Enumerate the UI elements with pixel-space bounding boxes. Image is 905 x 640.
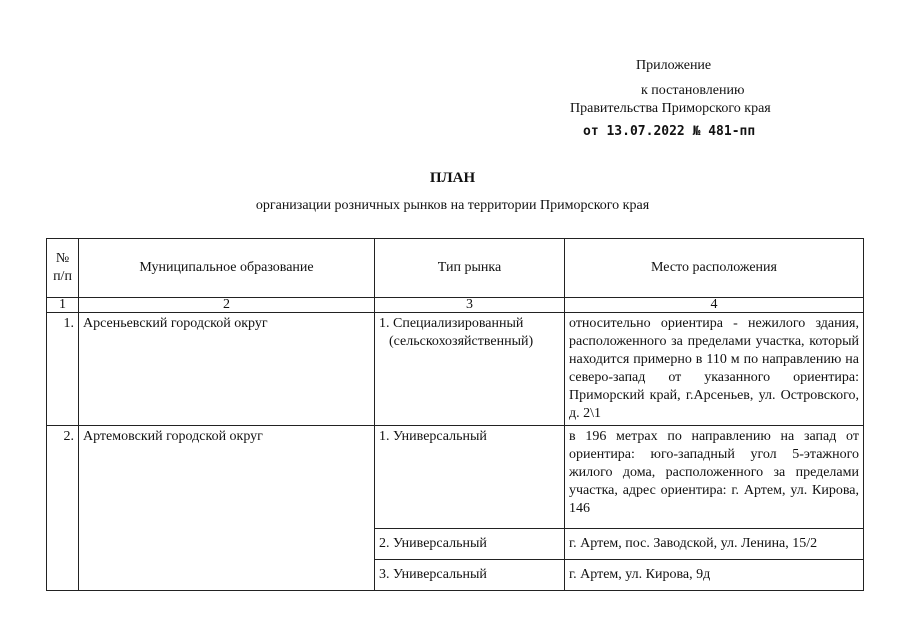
resolution-label: к постановлению <box>641 83 745 98</box>
market-type-subtype: (сельскохозяйственный) <box>389 334 534 349</box>
market-type-cell: 3. Универсальный <box>375 560 565 591</box>
government-label: Правительства Приморского края <box>570 101 771 116</box>
market-type-cell: 1. Универсальный <box>375 426 565 529</box>
location-cell: г. Артем, ул. Кирова, 9д <box>565 560 864 591</box>
appendix-label: Приложение <box>636 58 712 73</box>
location-cell: относительно ориентира - нежилого здания, расположенного за пределами участка, который находится примерно в 110 м по направлению на северо-запад от указанного ориентира: Приморский край, г.Арсеньев, ул. Островского, д. 2\1 <box>565 313 864 426</box>
market-plan-table <box>46 238 864 591</box>
market-type-cell <box>375 313 565 426</box>
document-header <box>0 0 905 140</box>
row-number: 2. <box>47 426 79 591</box>
municipality-cell: Артемовский городской округ <box>79 426 375 591</box>
location-cell: в 196 метрах по направлению на запад от ориентира: юго-западный угол 5-этажного жилого дома, расположенного за пределами участка, адрес ориентира: г. Артем, ул. Кирова, 146 <box>565 426 864 529</box>
header-municipality: Муниципальное образование <box>79 239 375 298</box>
location-cell: г. Артем, пос. Заводской, ул. Ленина, 15/2 <box>565 529 864 560</box>
row-number: 1. <box>47 313 79 426</box>
column-number: 1 <box>47 298 79 313</box>
column-number: 2 <box>79 298 375 313</box>
table-row <box>47 313 864 426</box>
column-number: 3 <box>375 298 565 313</box>
header-num: № п/п <box>47 239 79 298</box>
header-market-type: Тип рынка <box>375 239 565 298</box>
document-subtitle: организации розничных рынков на территории Приморского края <box>255 198 650 213</box>
document-title: ПЛАН <box>429 170 476 186</box>
market-type-cell: 2. Универсальный <box>375 529 565 560</box>
header-location: Место расположения <box>565 239 864 298</box>
table-header-row <box>47 239 864 298</box>
municipality-cell: Арсеньевский городской округ <box>79 313 375 426</box>
column-number: 4 <box>565 298 864 313</box>
column-number-row <box>47 298 864 313</box>
table-row <box>47 426 864 529</box>
order-number: от 13.07.2022 № 481-пп <box>583 124 756 139</box>
market-type: 1. Специализированный <box>379 316 524 331</box>
